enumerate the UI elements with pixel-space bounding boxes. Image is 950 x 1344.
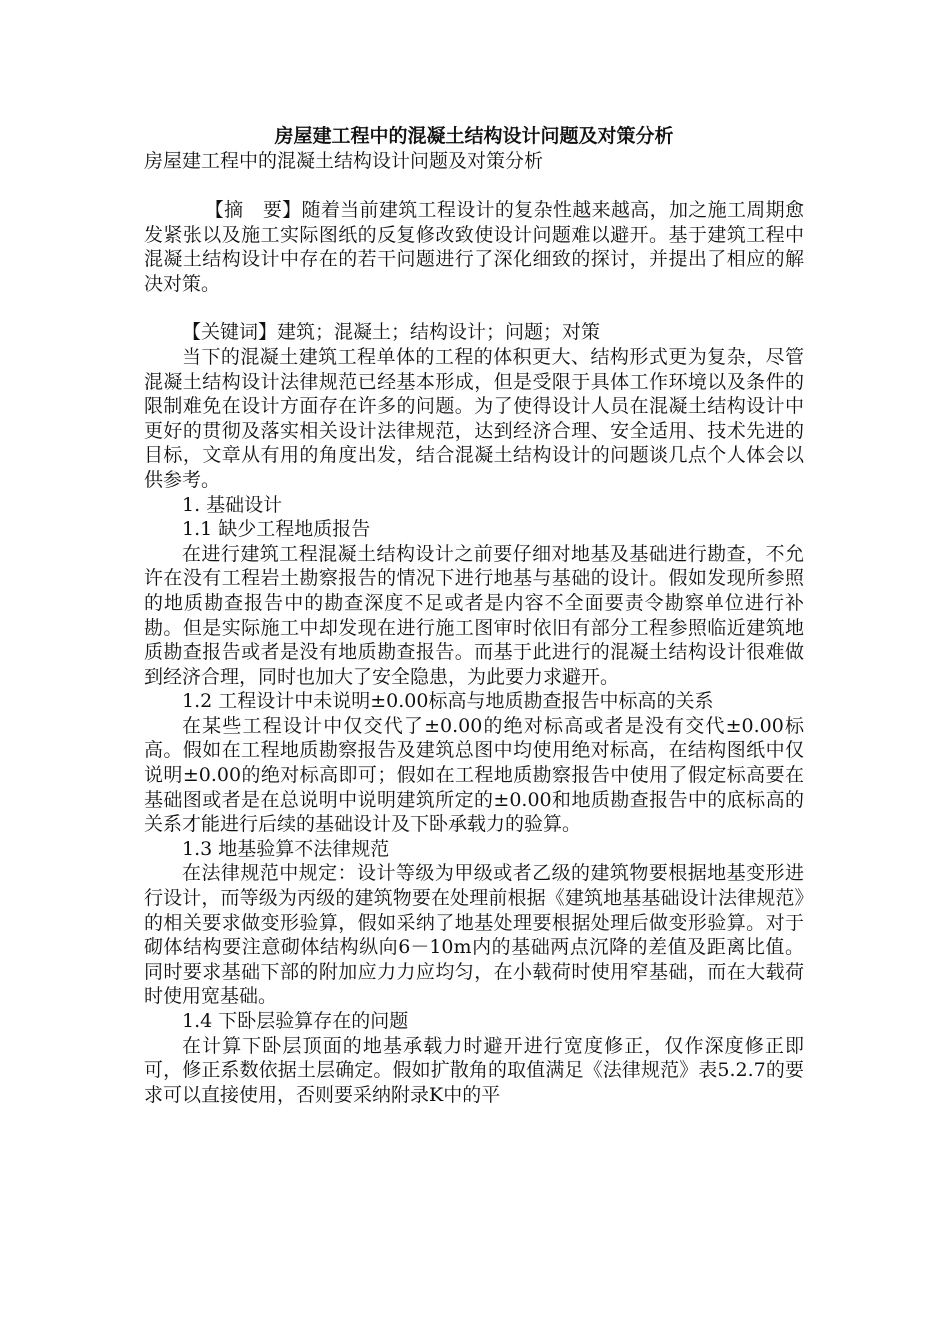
subsection-body-1-3: 在法律规范中规定：设计等级为甲级或者乙级的建筑物要根据地基变形进行设计，而等级为丙级的建筑物要在处理前根据《建筑地基基础设计法律规范》的相关要求做变形验算，假如采纳了地基处理要根据处理后做变形验算。对于砌体结构要注意砌体结构纵向6－10m内的基础两点沉降的差值及距离比值。同时要求基础下部的附加应力力应均匀，在小载荷时使用窄基础，而在大载荷时使用宽基础。 <box>144 862 804 1008</box>
keywords-line: 【关键词】建筑；混凝土；结构设计；问题；对策 <box>182 321 601 344</box>
abstract-paragraph: 【摘 要】随着当前建筑工程设计的复杂性越来越高，加之施工周期愈发紧张以及施工实际图纸的反复修改致使设计问题难以避开。基于建筑工程中混凝土结构设计中存在的若干问题进行了深化细致的探讨，并提出了相应的解决对策。 <box>144 199 804 295</box>
subsection-body-1-4: 在计算下卧层顶面的地基承载力时避开进行宽度修正，仅作深度修正即可，修正系数依据土层确定。假如扩散角的取值满足《法律规范》表5.2.7的要求可以直接使用，否则要采纳附录K中的平 <box>144 1034 804 1106</box>
blank-line <box>144 174 804 198</box>
document-subtitle: 房屋建工程中的混凝土结构设计问题及对策分析 <box>144 150 544 172</box>
subsection-body-1-1: 在进行建筑工程混凝土结构设计之前要仔细对地基及基础进行勘查，不允许在没有工程岩土勘察报告的情况下进行地基与基础的设计。假如发现所参照的地质勘查报告中的勘查深度不足或者是内容不全面要责令勘察单位进行补勘。但是实际施工中却发现在进行施工图审时依旧有部分工程参照临近建筑地质勘查报告或者是没有地质勘查报告。而基于此进行的混凝土结构设计很难做到经济合理，同时也加大了安全隐患，为此要力求避开。 <box>144 542 804 688</box>
subsection-heading-1-4: 1.4 下卧层验算存在的问题 <box>182 1010 409 1032</box>
blank-line <box>144 296 804 320</box>
subsection-heading-1-1: 1.1 缺少工程地质报告 <box>182 518 371 541</box>
document-page <box>144 124 804 1107</box>
subsection-body-1-2: 在某些工程设计中仅交代了±0.00的绝对标高或者是没有交代±0.00标高。假如在工程地质勘察报告及建筑总图中均使用绝对标高，在结构图纸中仅说明±0.00的绝对标高即可；假如在工程地质勘察报告中使用了假定标高要在基础图或者是在总说明中说明建筑所定的±0.00和地质勘查报告中的底标高的关系才能进行后续的基础设计及下卧承载力的验算。 <box>144 714 804 836</box>
section-heading-1: 1. 基础设计 <box>182 493 283 516</box>
intro-paragraph: 当下的混凝土建筑工程单体的工程的体积更大、结构形式更为复杂，尽管混凝土结构设计法律规范已经基本形成，但是受限于具体工作环境以及条件的限制难免在设计方面存在许多的问题。为了使得设计人员在混凝土结构设计中更好的贯彻及落实相关设计法律规范，达到经济合理、安全适用、技术先进的目标，文章从有用的角度出发，结合混凝土结构设计的问题谈几点个人体会以供参考。 <box>144 345 804 491</box>
subsection-heading-1-3: 1.3 地基验算不法律规范 <box>182 837 390 860</box>
subsection-heading-1-2: 1.2 工程设计中未说明±0.00标高与地质勘查报告中标高的关系 <box>182 690 714 713</box>
document-title: 房屋建工程中的混凝土结构设计问题及对策分析 <box>274 125 674 147</box>
